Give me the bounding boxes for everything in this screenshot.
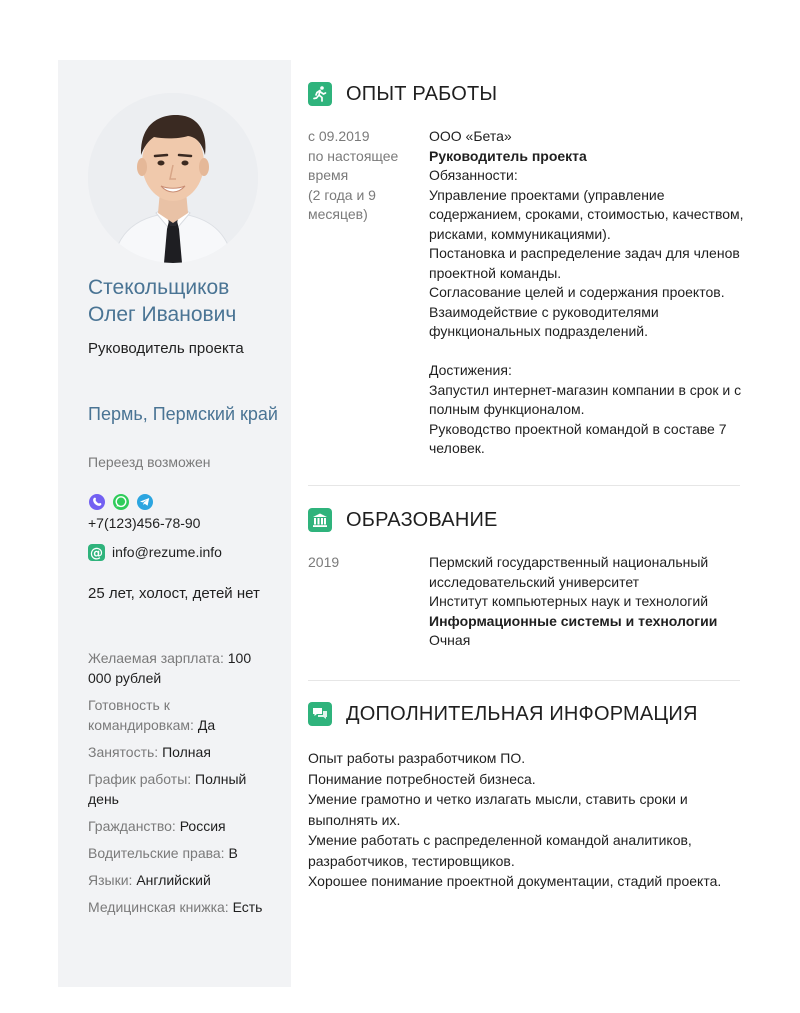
duty-item: Взаимодействие с руководителями функциональных подразделений.	[429, 303, 659, 339]
education-year: 2019	[308, 554, 340, 570]
education-header	[308, 508, 498, 532]
city: Пермь, Пермский край	[88, 404, 278, 424]
running-person-icon	[308, 82, 332, 106]
candidate-name	[88, 274, 278, 328]
job-role: Руководитель проекта	[429, 147, 587, 164]
info-line: Опыт работы разработчиком ПО.	[308, 750, 526, 766]
detail-key: График работы:	[88, 771, 192, 787]
avatar	[88, 93, 258, 263]
sidebar	[58, 60, 291, 987]
viber-icon[interactable]	[88, 493, 106, 511]
info-line: Умение грамотно и четко излагать мысли, ставить сроки и выполнять их.	[308, 791, 688, 828]
detail-medical-book	[88, 897, 268, 917]
detail-citizenship	[88, 816, 268, 836]
info-line: Умение работать с распределенной командой аналитиков, разработчиков, тестировщиков.	[308, 832, 692, 869]
detail-value: Есть	[232, 899, 263, 915]
detail-salary	[88, 648, 268, 688]
personal-info: 25 лет, холост, детей нет	[88, 585, 260, 602]
job-end-date: по настоящее время	[308, 147, 399, 183]
detail-value: Полная	[162, 744, 211, 760]
detail-value: Россия	[179, 818, 226, 834]
phone-number[interactable]: +7(123)456-78-90	[88, 515, 201, 531]
section-divider	[308, 485, 740, 486]
additional-info	[308, 748, 748, 892]
detail-key: Языки:	[88, 872, 133, 888]
detail-value: Полный день	[88, 771, 247, 807]
detail-driving-license	[88, 843, 268, 863]
detail-key: Желаемая зарплата:	[88, 650, 224, 666]
achievement-item: Руководство проектной командой в составе 7 человек.	[429, 420, 727, 456]
detail-key: Готовность к командировкам:	[88, 697, 194, 733]
experience-title: ОПЫТ РАБОТЫ	[346, 82, 498, 105]
detail-key: Занятость:	[88, 744, 159, 760]
messenger-icons	[88, 493, 154, 511]
detail-value: 100 000 рублей	[88, 650, 252, 686]
candidate-given-names: Олег Иванович	[88, 303, 237, 326]
detail-value: Да	[197, 717, 216, 733]
detail-value: В	[228, 845, 238, 861]
relocation-note: Переезд возможен	[88, 454, 211, 470]
section-divider	[308, 680, 740, 681]
email-row	[88, 543, 222, 561]
detail-business-trips	[88, 695, 268, 735]
email-at-icon	[88, 544, 105, 561]
detail-languages	[88, 870, 268, 890]
detail-key: Медицинская книжка:	[88, 899, 229, 915]
avatar-photo	[88, 93, 258, 263]
duty-item: Управление проектами (управление содержанием, сроками, стоимостью, качеством, рисками, коммуникациями).	[429, 186, 744, 242]
education-title: ОБРАЗОВАНИЕ	[346, 508, 498, 531]
experience-header	[308, 82, 497, 106]
telegram-icon[interactable]	[136, 493, 154, 511]
detail-employment	[88, 742, 268, 762]
detail-schedule	[88, 769, 268, 809]
desired-position: Руководитель проекта	[88, 340, 244, 357]
spacer	[429, 342, 749, 362]
specialty: Информационные системы и технологии	[429, 612, 718, 629]
institute-name: Институт компьютерных наук и технологий	[429, 593, 709, 609]
detail-key: Водительские права:	[88, 845, 225, 861]
svg-text:@: @	[90, 545, 103, 561]
detail-value: Английский	[136, 872, 211, 888]
job-entry	[429, 127, 749, 459]
details-list	[88, 648, 268, 924]
whatsapp-icon[interactable]	[112, 493, 130, 511]
company-name: ООО «Бета»	[429, 128, 512, 144]
email-address[interactable]: info@rezume.info	[112, 544, 222, 560]
duty-item: Согласование целей и содержания проектов.	[429, 284, 725, 300]
university-name: Пермский государственный национальный исследовательский университет	[429, 554, 709, 590]
job-duration: (2 года и 9 месяцев)	[308, 186, 376, 222]
additional-title: ДОПОЛНИТЕЛЬНАЯ ИНФОРМАЦИЯ	[346, 702, 698, 725]
duty-item: Постановка и распределение задач для членов проектной команды.	[429, 245, 740, 281]
education-entry	[429, 553, 749, 651]
study-form: Очная	[429, 632, 471, 648]
job-dates	[308, 127, 418, 225]
additional-header	[308, 702, 698, 726]
chat-bubbles-icon	[308, 702, 332, 726]
achievement-item: Запустил интернет-магазин компании в срок и с полным функционалом.	[429, 381, 742, 417]
job-start-date: с 09.2019	[308, 128, 370, 144]
university-building-icon	[308, 508, 332, 532]
candidate-surname: Стекольщиков	[88, 276, 230, 299]
info-line: Понимание потребностей бизнеса.	[308, 770, 536, 787]
info-line: Хорошее понимание проектной документации, стадий проекта.	[308, 873, 722, 889]
detail-key: Гражданство:	[88, 818, 176, 834]
duties-label: Обязанности:	[429, 167, 518, 183]
achievements-label: Достижения:	[429, 362, 512, 378]
